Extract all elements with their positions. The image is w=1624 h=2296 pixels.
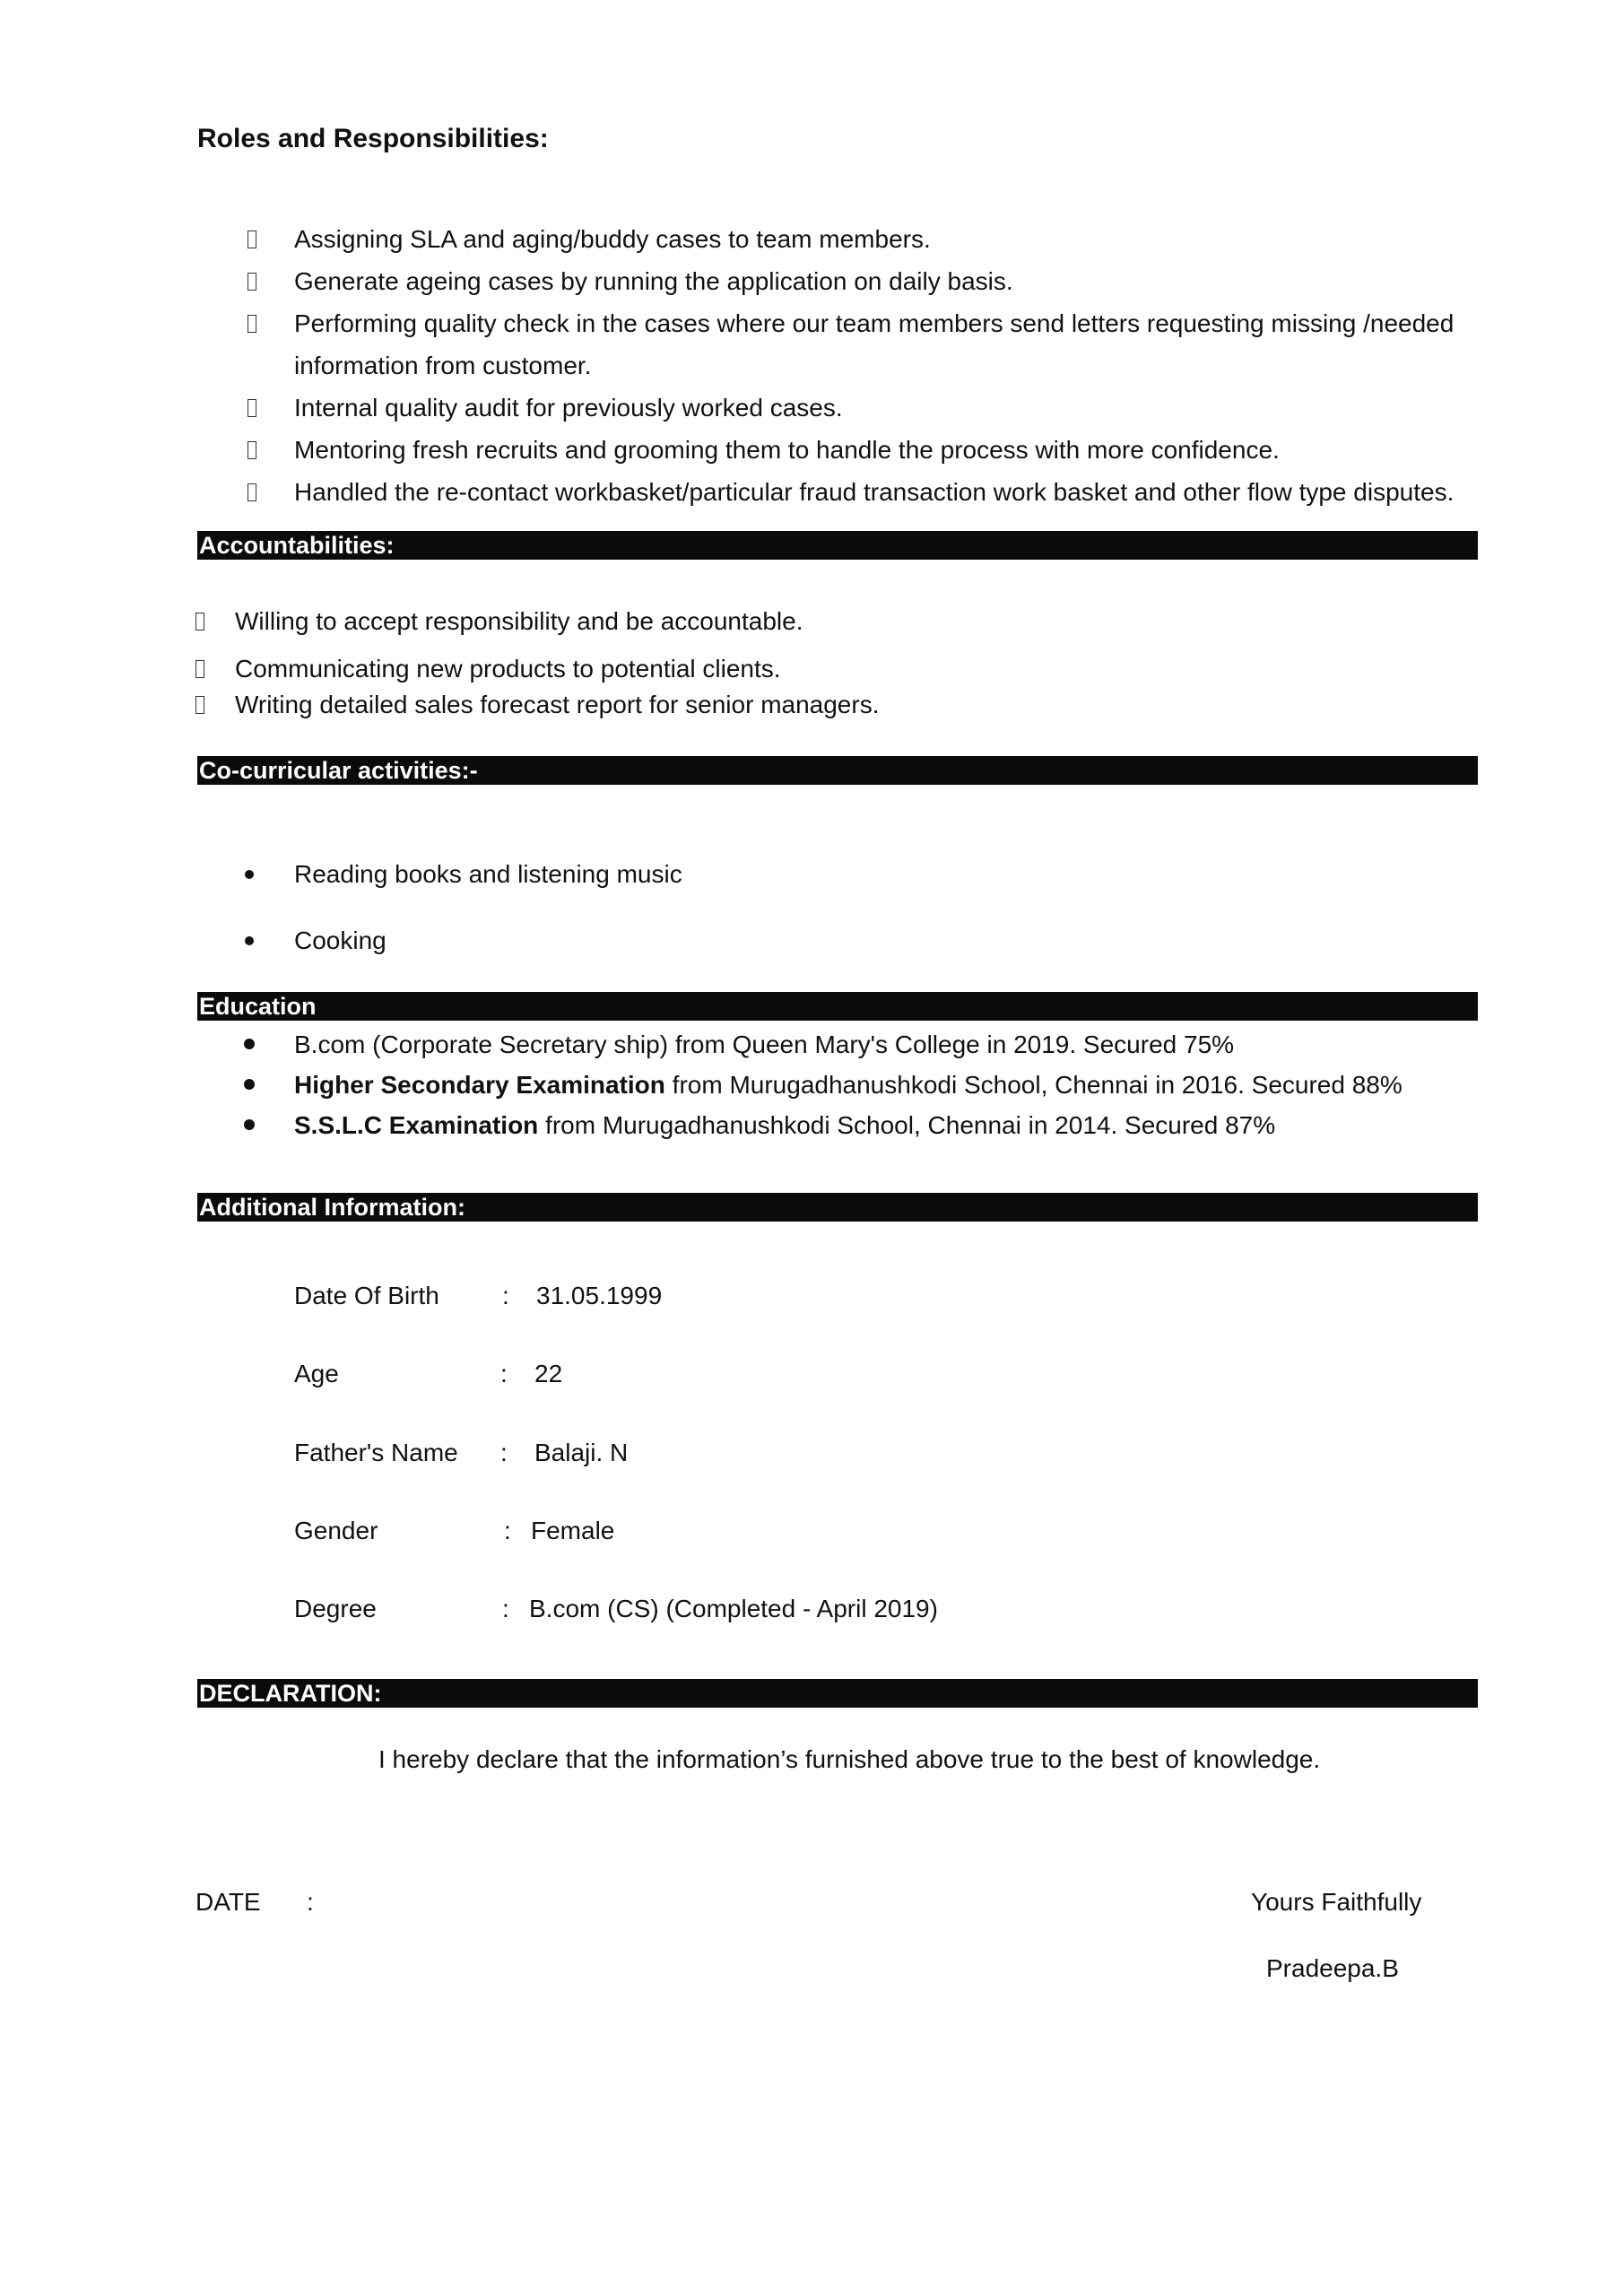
cocurricular-heading: Co-curricular activities:- xyxy=(199,757,478,784)
info-separator: : xyxy=(504,1517,511,1544)
info-separator: : xyxy=(502,1595,509,1622)
accountabilities-heading: Accountabilities: xyxy=(199,532,395,559)
activity-item: Cooking xyxy=(294,926,386,954)
bullet-icon xyxy=(244,1079,255,1090)
roles-item-continuation: information from customer. xyxy=(294,352,592,379)
roles-item: Handled the re-contact workbasket/particular fraud transaction work basket and other flow type disputes. xyxy=(294,478,1455,506)
additional-heading-bar xyxy=(197,1193,1478,1222)
closing-text: Yours Faithfully xyxy=(1251,1888,1422,1916)
info-value: 31.05.1999 xyxy=(536,1282,663,1309)
info-label: Gender xyxy=(294,1517,378,1544)
declaration-heading: DECLARATION: xyxy=(199,1680,382,1707)
bullet-icon xyxy=(245,936,254,945)
info-separator: : xyxy=(500,1439,508,1466)
info-label: Degree xyxy=(294,1595,377,1622)
bullet-icon xyxy=(244,1119,255,1130)
bullet-icon xyxy=(248,273,256,291)
roles-item: Mentoring fresh recruits and grooming them to handle the process with more confidence. xyxy=(294,436,1280,464)
date-label: DATE xyxy=(195,1888,261,1916)
roles-heading: Roles and Responsibilities: xyxy=(197,124,549,153)
education-item-text: B.com (Corporate Secretary ship) from Queen Mary's College in 2019. Secured 75% xyxy=(294,1031,1235,1058)
bullet-icon xyxy=(195,613,204,631)
cocurricular-heading-bar xyxy=(197,756,1478,785)
bullet-icon xyxy=(248,315,256,333)
education-item xyxy=(294,1110,1275,1141)
education-item-bold: Higher Secondary Examination xyxy=(294,1071,665,1099)
roles-item: Assigning SLA and aging/buddy cases to team members. xyxy=(294,225,931,253)
accountability-item: Communicating new products to potential clients. xyxy=(235,655,781,683)
activity-item: Reading books and listening music xyxy=(294,860,682,888)
education-item-text: from Murugadhanushkodi School, Chennai in 2014. Secured 87% xyxy=(538,1111,1276,1139)
education-item-bold: S.S.L.C Examination xyxy=(294,1111,539,1139)
signatory-name: Pradeepa.B xyxy=(1266,1954,1399,1982)
education-item xyxy=(294,1070,1403,1100)
bullet-icon xyxy=(245,870,254,879)
additional-heading: Additional Information: xyxy=(199,1194,465,1221)
roles-item: Internal quality audit for previously worked cases. xyxy=(294,394,843,422)
info-label: Date Of Birth xyxy=(294,1282,439,1309)
bullet-icon xyxy=(195,660,204,678)
info-value: Balaji. N xyxy=(534,1439,629,1466)
bullet-icon xyxy=(248,483,256,501)
bullet-icon xyxy=(248,399,256,417)
info-label: Father's Name xyxy=(294,1439,458,1466)
bullet-icon xyxy=(248,441,256,459)
info-separator: : xyxy=(500,1360,508,1387)
info-separator: : xyxy=(502,1282,509,1309)
info-value: Female xyxy=(531,1517,615,1544)
bullet-icon xyxy=(248,230,256,248)
roles-item: Generate ageing cases by running the application on daily basis. xyxy=(294,267,1013,295)
education-heading: Education xyxy=(199,993,317,1020)
education-item-text: from Murugadhanushkodi School, Chennai in 2016. Secured 88% xyxy=(664,1071,1403,1099)
education-heading-bar xyxy=(197,992,1478,1021)
accountabilities-heading-bar xyxy=(197,531,1478,560)
info-value: B.com (CS) (Completed - April 2019) xyxy=(529,1595,938,1622)
info-label: Age xyxy=(294,1360,339,1387)
date-separator: : xyxy=(307,1888,314,1916)
bullet-icon xyxy=(244,1039,255,1049)
declaration-heading-bar xyxy=(197,1679,1478,1708)
declaration-text: I hereby declare that the information’s furnished above true to the best of knowledge. xyxy=(378,1745,1321,1773)
accountability-item: Willing to accept responsibility and be accountable. xyxy=(235,607,803,635)
bullet-icon xyxy=(195,696,204,714)
accountability-item: Writing detailed sales forecast report for senior managers. xyxy=(235,691,880,718)
info-value: 22 xyxy=(534,1360,563,1387)
education-item xyxy=(294,1030,1234,1060)
roles-item: Performing quality check in the cases where our team members send letters requesting missing /needed xyxy=(294,309,1455,337)
